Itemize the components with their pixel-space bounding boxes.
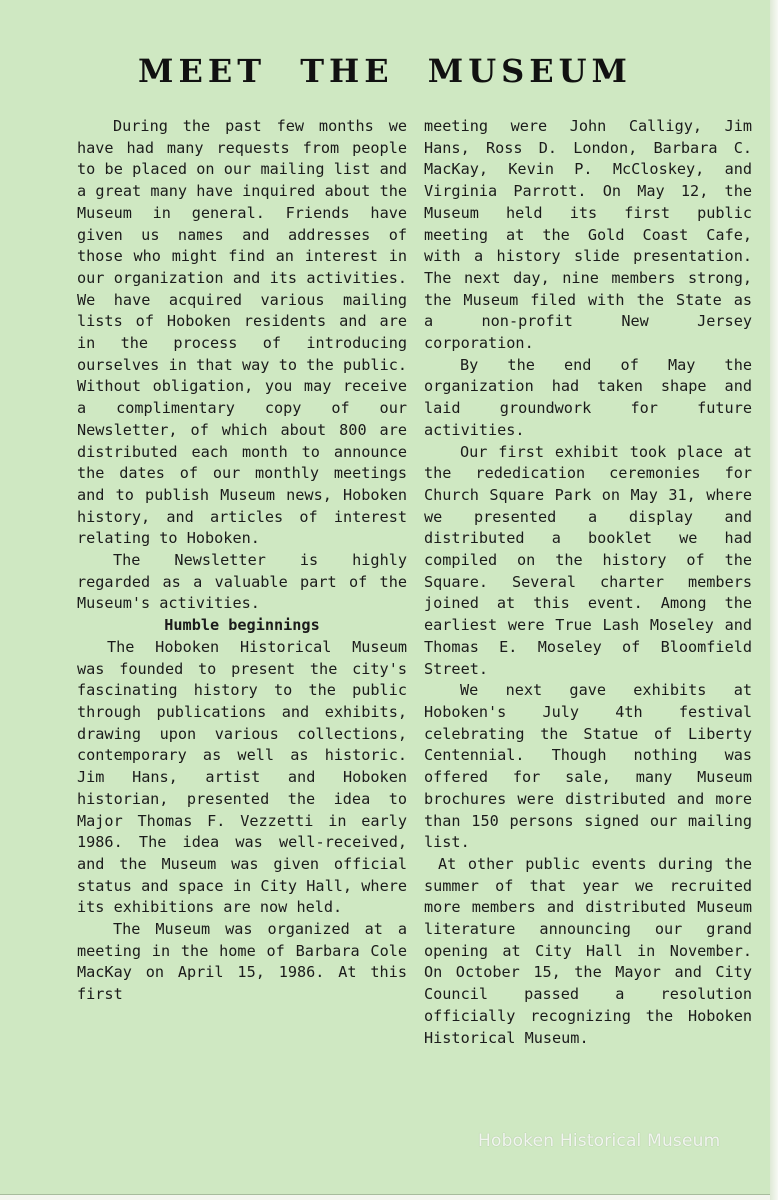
right-column xyxy=(424,116,752,1049)
section-heading-humble-beginnings: Humble beginnings xyxy=(164,616,320,635)
paragraph-founding: The Hoboken Historical Museum was founded to present the city's fascinating history to the public through publications and exhibits, drawing upon various collections, contemporary as well as historic. Jim Hans, artist and Hoboken historian, presented the idea to Major Thomas F. Vezzetti in early 1986. The idea was well-received, and the Museum was given official status and space in City Hall, where its exhibitions are now held. xyxy=(77,637,407,917)
paragraph-july-4th: We next gave exhibits at Hoboken's July 4th festival celebrating the Statue of Liberty Centennial. Though nothing was offered for sale, many Museum brochures were distributed and more than 150 persons signed our mailing list. xyxy=(424,681,752,852)
paragraph-newsletter: The Newsletter is highly regarded as a valuable part of the Museum's activities. xyxy=(77,551,407,613)
page-title: MEET THE MUSEUM xyxy=(138,52,632,90)
paragraph-mailing-requests: During the past few months we have had many requests from people to be placed on our mailing list and a great many have inquired about the Museum in general. Friends have given us names and addresses of those who might find an interest in our organization and its activities. We have acquired various mailing lists of Hoboken residents and are in the process of introducing ourselves in that way to the public. Without obligation, you may receive a complimentary copy of our Newsletter, of which about 800 are distributed each month to announce the dates of our monthly meetings and to publish Museum news, Hoboken history, and articles of interest relating to Hoboken. xyxy=(77,117,407,548)
watermark-text: Hoboken Historical Museum xyxy=(478,1131,721,1151)
paragraph-first-exhibit: Our first exhibit took place at the rededication ceremonies for Church Square Park on May 31, where we presented a display and distributed a booklet we had compiled on the history of the Square. Several charter members joined at this event. Among the earliest were True Lash Moseley and Thomas E. Moseley of Bloomfield Street. xyxy=(424,442,752,678)
paragraph-organized: The Museum was organized at a meeting in the home of Barbara Cole MacKay on April 15, 1986. At this first xyxy=(77,920,407,1004)
paragraph-first-meeting: meeting were John Calligy, Jim Hans, Ross D. London, Barbara C. MacKay, Kevin P. McCloskey, and Virginia Parrott. On May 12, the Museum held its first public meeting at the Gold Coast Cafe, with a history slide presentation. The next day, nine members strong, the Museum filed with the State as a non-profit New Jersey corporation. xyxy=(424,117,752,353)
left-column xyxy=(77,116,407,1006)
paragraph-public-events: At other public events during the summer of that year we recruited more members and distributed Museum literature announcing our grand opening at City Hall in November. On October 15, the Mayor and City Council passed a resolution officially recognizing the Hoboken Historical Museum. xyxy=(424,854,752,1047)
page-edge xyxy=(770,0,778,1200)
paragraph-end-of-may: By the end of May the organization had taken shape and laid groundwork for future activities. xyxy=(424,355,752,439)
